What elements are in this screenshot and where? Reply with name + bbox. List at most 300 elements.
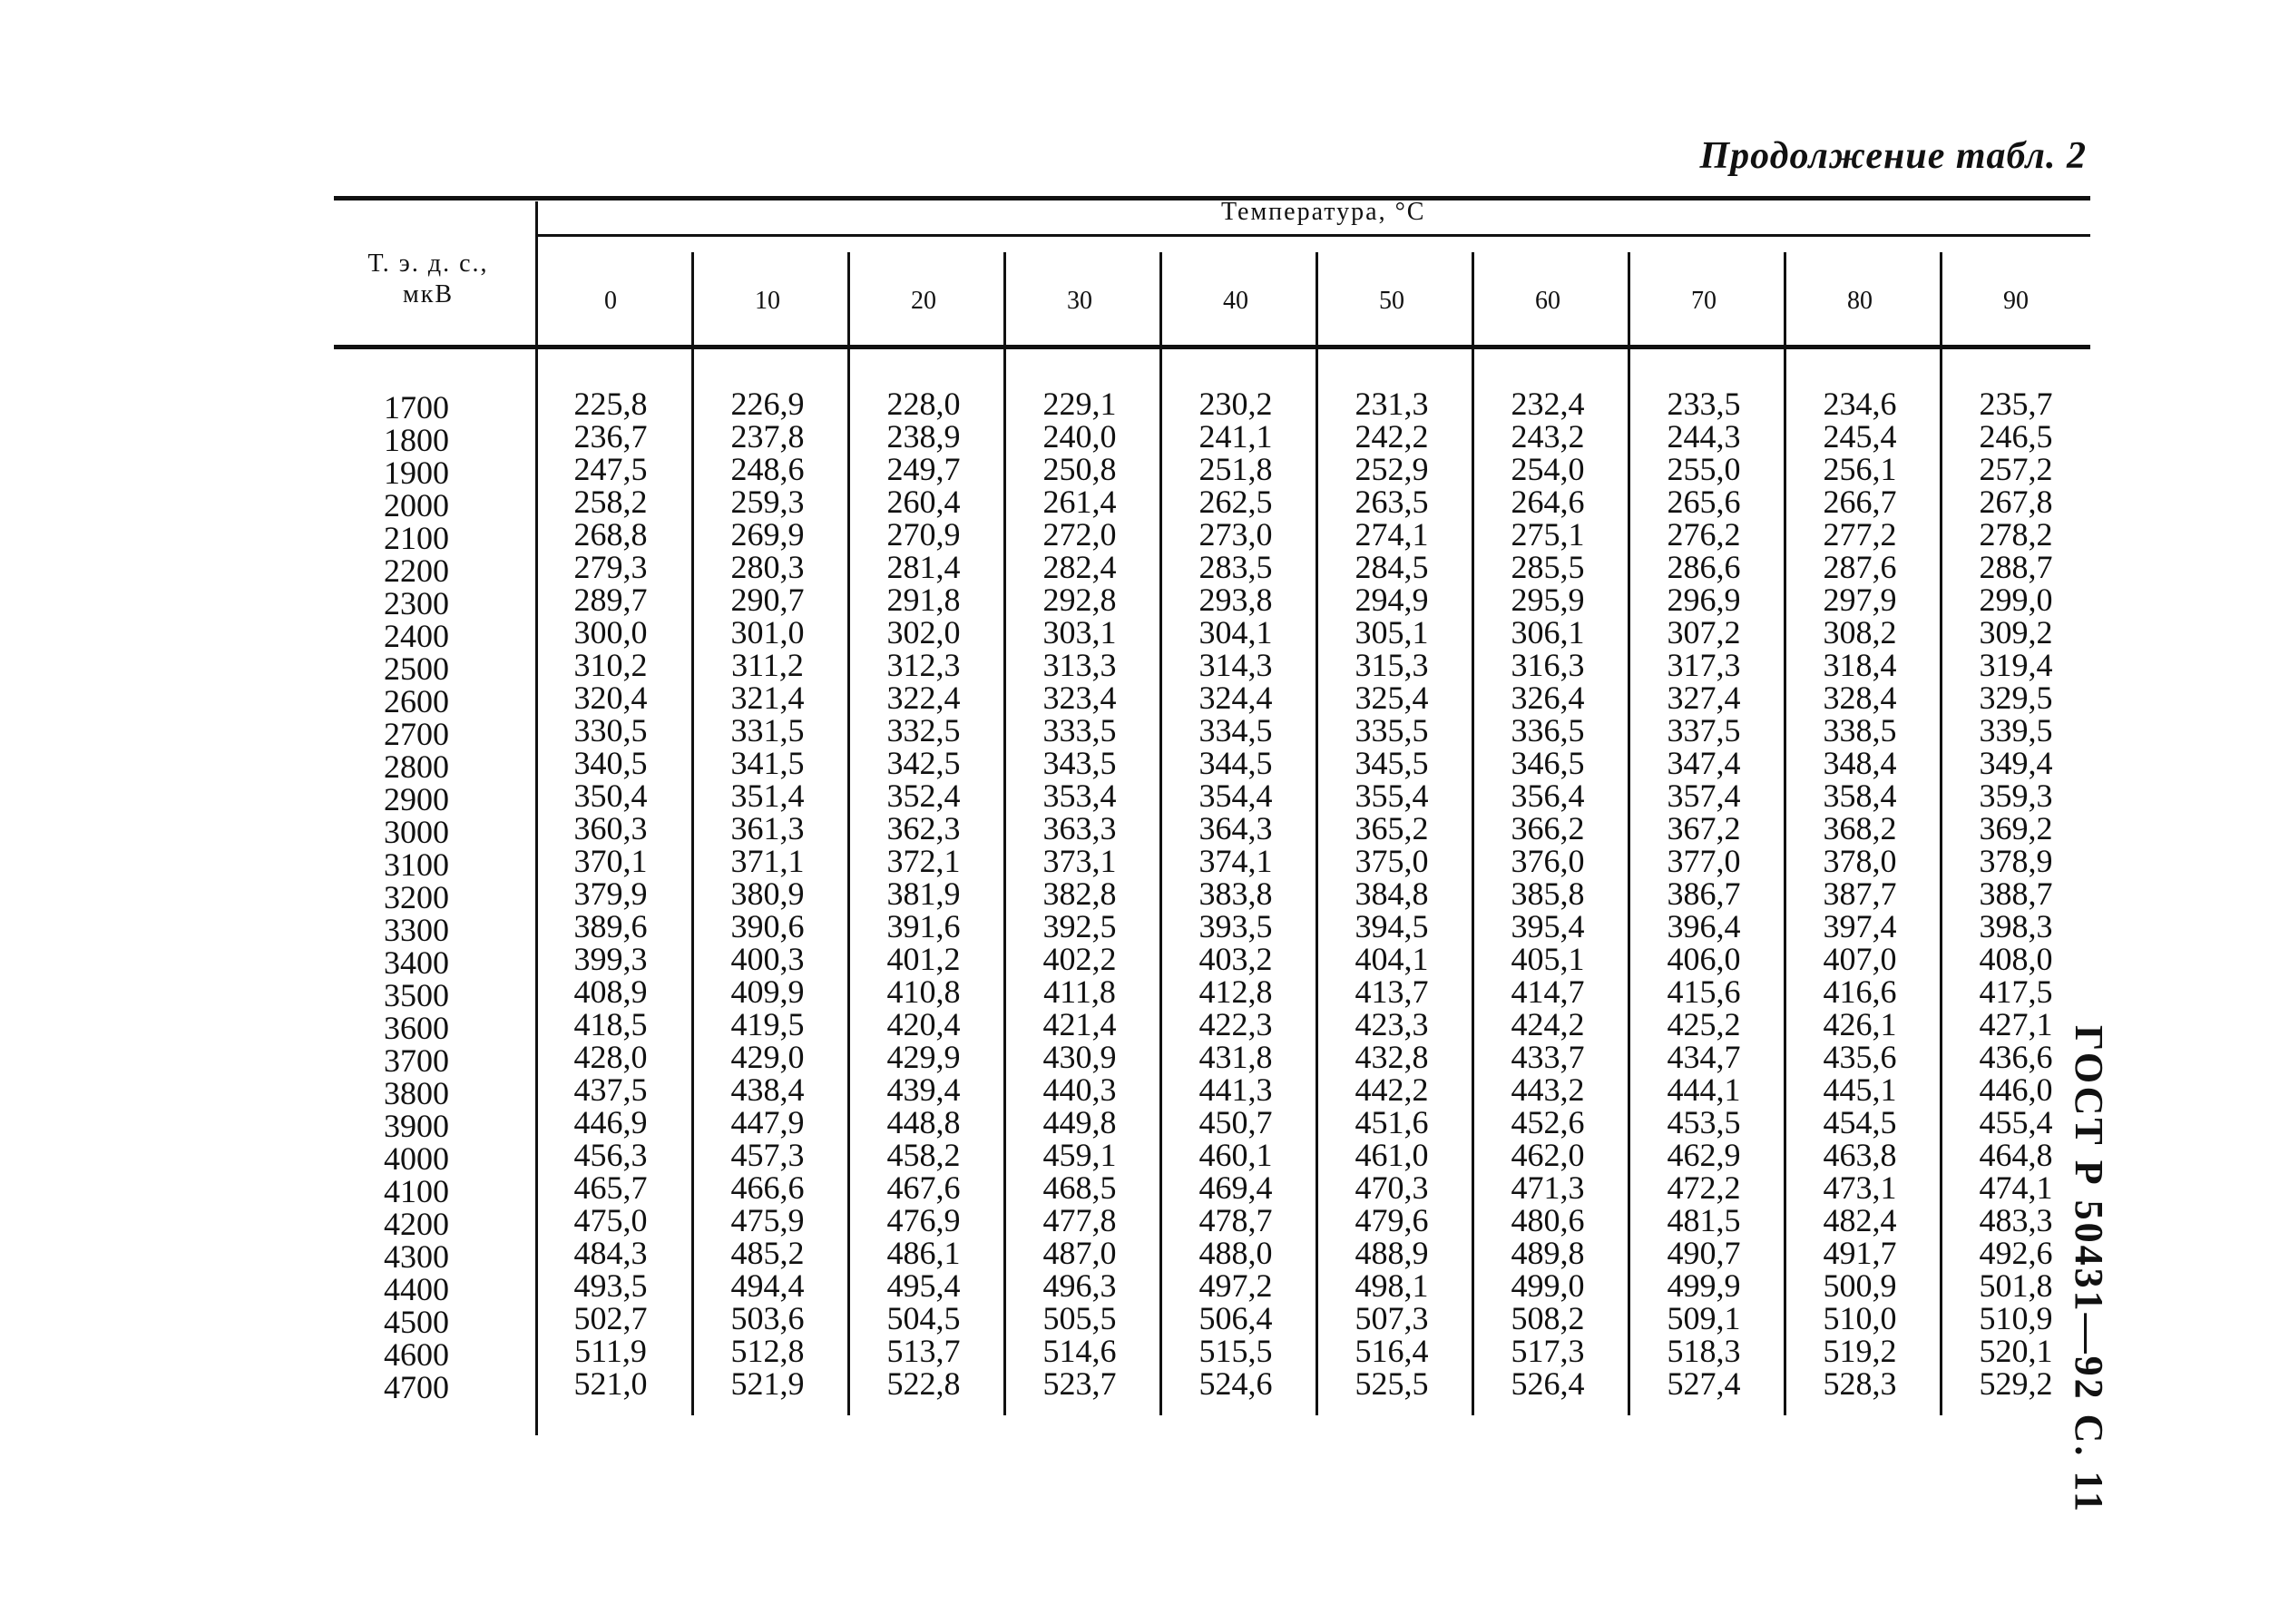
- temperature-cell: 256,1: [1823, 451, 1897, 487]
- temperature-cell: 329,5: [1979, 680, 2053, 716]
- temperature-cell: 460,1: [1198, 1137, 1273, 1173]
- temperature-cell: 353,4: [1042, 778, 1117, 814]
- temperature-cell: 330,5: [573, 712, 648, 748]
- temperature-cell: 242,2: [1355, 418, 1429, 455]
- column-divider: [1159, 252, 1162, 1415]
- temperature-cell: 255,0: [1667, 451, 1741, 487]
- temperature-cell: 290,7: [730, 582, 805, 618]
- temperature-cell: 475,0: [573, 1202, 648, 1238]
- temperature-cell: 504,5: [886, 1300, 961, 1336]
- temperature-cell: 432,8: [1355, 1039, 1429, 1075]
- temperature-cell: 411,8: [1043, 973, 1116, 1010]
- temperature-cell: 244,3: [1667, 418, 1741, 455]
- temperature-cell: 346,5: [1511, 745, 1585, 781]
- temperature-cell: 416,6: [1823, 973, 1897, 1010]
- column-divider: [847, 252, 850, 1415]
- temperature-cell: 266,7: [1823, 484, 1897, 520]
- temperature-cell: 296,9: [1667, 582, 1741, 618]
- temperature-cell: 521,0: [573, 1365, 648, 1402]
- temperature-cell: 328,4: [1823, 680, 1897, 716]
- column-divider: [1628, 252, 1630, 1415]
- temperature-cell: 468,5: [1042, 1169, 1117, 1206]
- temperature-cell: 455,4: [1979, 1104, 2053, 1140]
- temperature-cell: 450,7: [1198, 1104, 1273, 1140]
- column-header: 40: [1223, 287, 1248, 315]
- column-divider: [1316, 252, 1318, 1415]
- temperature-cell: 371,1: [730, 843, 805, 879]
- temperature-cell: 399,3: [573, 941, 648, 977]
- emf-row-label: 2900: [384, 781, 449, 817]
- temperature-cell: 389,6: [573, 908, 648, 944]
- temperature-cell: 247,5: [573, 451, 648, 487]
- temperature-cell: 351,4: [730, 778, 805, 814]
- temperature-cell: 461,0: [1355, 1137, 1429, 1173]
- temperature-cell: 302,0: [886, 614, 961, 651]
- temperature-cell: 352,4: [886, 778, 961, 814]
- temperature-cell: 285,5: [1511, 549, 1585, 585]
- temperature-cell: 406,0: [1667, 941, 1741, 977]
- temperature-cell: 510,9: [1979, 1300, 2053, 1336]
- temperature-cell: 312,3: [886, 647, 961, 683]
- temperature-cell: 414,7: [1511, 973, 1585, 1010]
- temperature-cell: 314,3: [1198, 647, 1273, 683]
- temperature-cell: 509,1: [1667, 1300, 1741, 1336]
- temperature-cell: 419,5: [730, 1006, 805, 1042]
- temperature-cell: 430,9: [1042, 1039, 1117, 1075]
- column-divider: [691, 252, 694, 1415]
- temperature-cell: 475,9: [730, 1202, 805, 1238]
- temperature-cell: 367,2: [1667, 810, 1741, 846]
- temperature-cell: 226,9: [730, 386, 805, 422]
- temperature-cell: 481,5: [1667, 1202, 1741, 1238]
- temperature-cell: 323,4: [1042, 680, 1117, 716]
- column-divider: [1003, 252, 1006, 1415]
- temperature-cell: 287,6: [1823, 549, 1897, 585]
- temperature-cell: 396,4: [1667, 908, 1741, 944]
- temperature-cell: 301,0: [730, 614, 805, 651]
- temperature-cell: 407,0: [1823, 941, 1897, 977]
- temperature-cell: 288,7: [1979, 549, 2053, 585]
- temperature-cell: 485,2: [730, 1235, 805, 1271]
- temperature-cell: 379,9: [573, 876, 648, 912]
- temperature-cell: 307,2: [1667, 614, 1741, 651]
- temperature-cell: 410,8: [886, 973, 961, 1010]
- temperature-cell: 342,5: [886, 745, 961, 781]
- temperature-cell: 487,0: [1042, 1235, 1117, 1271]
- temperature-cell: 458,2: [886, 1137, 961, 1173]
- emf-row-label: 3600: [384, 1010, 449, 1046]
- temperature-cell: 321,4: [730, 680, 805, 716]
- temperature-cell: 264,6: [1511, 484, 1585, 520]
- temperature-cell: 437,5: [573, 1071, 648, 1108]
- temperature-cell: 282,4: [1042, 549, 1117, 585]
- temperature-cell: 341,5: [730, 745, 805, 781]
- temperature-cell: 304,1: [1198, 614, 1273, 651]
- temperature-cell: 229,1: [1042, 386, 1117, 422]
- temperature-cell: 446,0: [1979, 1071, 2053, 1108]
- temperature-cell: 402,2: [1042, 941, 1117, 977]
- temperature-cell: 440,3: [1042, 1071, 1117, 1108]
- temperature-cell: 471,3: [1511, 1169, 1585, 1206]
- temperature-cell: 431,8: [1198, 1039, 1273, 1075]
- temperature-cell: 388,7: [1979, 876, 2053, 912]
- temperature-cell: 372,1: [886, 843, 961, 879]
- temperature-cell: 334,5: [1198, 712, 1273, 748]
- column-header: 90: [2003, 287, 2029, 315]
- temperature-cell: 409,9: [730, 973, 805, 1010]
- temperature-cell: 490,7: [1667, 1235, 1741, 1271]
- temperature-cell: 426,1: [1823, 1006, 1897, 1042]
- emf-row-label: 2000: [384, 487, 449, 523]
- temperature-cell: 233,5: [1667, 386, 1741, 422]
- temperature-cell: 517,3: [1511, 1333, 1585, 1369]
- temperature-cell: 429,0: [730, 1039, 805, 1075]
- temperature-cell: 366,2: [1511, 810, 1585, 846]
- temperature-cell: 466,6: [730, 1169, 805, 1206]
- temperature-cell: 512,8: [730, 1333, 805, 1369]
- temperature-cell: 294,9: [1355, 582, 1429, 618]
- temperature-cell: 225,8: [573, 386, 648, 422]
- temperature-cell: 514,6: [1042, 1333, 1117, 1369]
- temperature-cell: 306,1: [1511, 614, 1585, 651]
- temperature-cell: 470,3: [1355, 1169, 1429, 1206]
- temperature-cell: 270,9: [886, 516, 961, 553]
- temperature-cell: 336,5: [1511, 712, 1585, 748]
- temperature-cell: 390,6: [730, 908, 805, 944]
- temperature-cell: 448,8: [886, 1104, 961, 1140]
- temperature-cell: 443,2: [1511, 1071, 1585, 1108]
- emf-row-label: 3200: [384, 879, 449, 915]
- temperature-cell: 245,4: [1823, 418, 1897, 455]
- temperature-header-rule: [535, 234, 2090, 237]
- emf-row-label: 4700: [384, 1369, 449, 1405]
- temperature-cell: 413,7: [1355, 973, 1429, 1010]
- temperature-cell: 279,3: [573, 549, 648, 585]
- temperature-cell: 241,1: [1198, 418, 1273, 455]
- temperature-cell: 378,9: [1979, 843, 2053, 879]
- column-divider: [1940, 252, 1942, 1415]
- temperature-cell: 272,0: [1042, 516, 1117, 553]
- temperature-cell: 527,4: [1667, 1365, 1741, 1402]
- temperature-cell: 449,8: [1042, 1104, 1117, 1140]
- temperature-cell: 357,4: [1667, 778, 1741, 814]
- temperature-cell: 237,8: [730, 418, 805, 455]
- temperature-cell: 319,4: [1979, 647, 2053, 683]
- temperature-cell: 444,1: [1667, 1071, 1741, 1108]
- temperature-cell: 310,2: [573, 647, 648, 683]
- temperature-cell: 240,0: [1042, 418, 1117, 455]
- temperature-cell: 305,1: [1355, 614, 1429, 651]
- temperature-cell: 529,2: [1979, 1365, 2053, 1402]
- temperature-cell: 248,6: [730, 451, 805, 487]
- temperature-cell: 503,6: [730, 1300, 805, 1336]
- temperature-cell: 398,3: [1979, 908, 2053, 944]
- header-bottom-rule: [334, 345, 2090, 349]
- temperature-cell: 477,8: [1042, 1202, 1117, 1238]
- temperature-cell: 491,7: [1823, 1235, 1897, 1271]
- temperature-cell: 384,8: [1355, 876, 1429, 912]
- emf-row-label: 4300: [384, 1238, 449, 1275]
- temperature-cell: 462,9: [1667, 1137, 1741, 1173]
- temperature-cell: 257,2: [1979, 451, 2053, 487]
- temperature-cell: 480,6: [1511, 1202, 1585, 1238]
- temperature-cell: 291,8: [886, 582, 961, 618]
- temperature-cell: 258,2: [573, 484, 648, 520]
- temperature-cell: 261,4: [1042, 484, 1117, 520]
- temperature-cell: 428,0: [573, 1039, 648, 1075]
- temperature-cell: 494,4: [730, 1267, 805, 1304]
- temperature-cell: 281,4: [886, 549, 961, 585]
- table-top-rule: [334, 196, 2090, 201]
- temperature-cell: 232,4: [1511, 386, 1585, 422]
- temperature-cell: 349,4: [1979, 745, 2053, 781]
- temperature-cell: 361,3: [730, 810, 805, 846]
- temperature-cell: 459,1: [1042, 1137, 1117, 1173]
- emf-row-label: 2600: [384, 683, 449, 719]
- temperature-cell: 425,2: [1667, 1006, 1741, 1042]
- temperature-cell: 308,2: [1823, 614, 1897, 651]
- temperature-cell: 345,5: [1355, 745, 1429, 781]
- temperature-cell: 420,4: [886, 1006, 961, 1042]
- temperature-cell: 515,5: [1198, 1333, 1273, 1369]
- temperature-cell: 501,8: [1979, 1267, 2053, 1304]
- temperature-cell: 507,3: [1355, 1300, 1429, 1336]
- temperature-cell: 277,2: [1823, 516, 1897, 553]
- standard-page-label: ГОСТ Р 50431—92 С. 11: [2067, 1025, 2111, 1515]
- temperature-cell: 377,0: [1667, 843, 1741, 879]
- temperature-cell: 489,8: [1511, 1235, 1585, 1271]
- emf-row-label: 4400: [384, 1271, 449, 1307]
- temperature-cell: 228,0: [886, 386, 961, 422]
- emf-row-label: 3000: [384, 814, 449, 850]
- temperature-cell: 231,3: [1355, 386, 1429, 422]
- temperature-cell: 385,8: [1511, 876, 1585, 912]
- temperature-cell: 252,9: [1355, 451, 1429, 487]
- temperature-cell: 295,9: [1511, 582, 1585, 618]
- temperature-cell: 446,9: [573, 1104, 648, 1140]
- column-header: 60: [1535, 287, 1560, 315]
- emf-row-label: 2200: [384, 553, 449, 589]
- temperature-cell: 434,7: [1667, 1039, 1741, 1075]
- temperature-cell: 521,9: [730, 1365, 805, 1402]
- temperature-cell: 338,5: [1823, 712, 1897, 748]
- temperature-cell: 439,4: [886, 1071, 961, 1108]
- temperature-cell: 356,4: [1511, 778, 1585, 814]
- temperature-cell: 260,4: [886, 484, 961, 520]
- temperature-cell: 482,4: [1823, 1202, 1897, 1238]
- temperature-cell: 393,5: [1198, 908, 1273, 944]
- temperature-cell: 360,3: [573, 810, 648, 846]
- column-header: 20: [911, 287, 936, 315]
- temperature-cell: 250,8: [1042, 451, 1117, 487]
- temperature-cell: 415,6: [1667, 973, 1741, 1010]
- temperature-cell: 249,7: [886, 451, 961, 487]
- temperature-cell: 382,8: [1042, 876, 1117, 912]
- temperature-cell: 259,3: [730, 484, 805, 520]
- temperature-cell: 405,1: [1511, 941, 1585, 977]
- temperature-cell: 423,3: [1355, 1006, 1429, 1042]
- temperature-cell: 452,6: [1511, 1104, 1585, 1140]
- temperature-cell: 276,2: [1667, 516, 1741, 553]
- temperature-cell: 479,6: [1355, 1202, 1429, 1238]
- column-header: 70: [1691, 287, 1717, 315]
- temperature-cell: 464,8: [1979, 1137, 2053, 1173]
- temperature-cell: 498,1: [1355, 1267, 1429, 1304]
- temperature-cell: 300,0: [573, 614, 648, 651]
- temperature-cell: 267,8: [1979, 484, 2053, 520]
- temperature-cell: 365,2: [1355, 810, 1429, 846]
- temperature-cell: 235,7: [1979, 386, 2053, 422]
- temperature-cell: 436,6: [1979, 1039, 2053, 1075]
- temperature-cell: 263,5: [1355, 484, 1429, 520]
- temperature-cell: 269,9: [730, 516, 805, 553]
- temperature-cell: 275,1: [1511, 516, 1585, 553]
- temperature-cell: 362,3: [886, 810, 961, 846]
- temperature-cell: 337,5: [1667, 712, 1741, 748]
- temperature-cell: 395,4: [1511, 908, 1585, 944]
- emf-row-label: 1800: [384, 422, 449, 458]
- emf-row-label: 4600: [384, 1336, 449, 1373]
- emf-row-label: 4500: [384, 1304, 449, 1340]
- temperature-cell: 404,1: [1355, 941, 1429, 977]
- temperature-cell: 400,3: [730, 941, 805, 977]
- temperature-cell: 348,4: [1823, 745, 1897, 781]
- temperature-cell: 254,0: [1511, 451, 1585, 487]
- temperature-cell: 363,3: [1042, 810, 1117, 846]
- emf-row-label: 2800: [384, 748, 449, 785]
- temperature-cell: 526,4: [1511, 1365, 1585, 1402]
- temperature-cell: 343,5: [1042, 745, 1117, 781]
- temperature-cell: 278,2: [1979, 516, 2053, 553]
- temperature-cell: 401,2: [886, 941, 961, 977]
- temperature-cell: 299,0: [1979, 582, 2053, 618]
- temperature-cell: 508,2: [1511, 1300, 1585, 1336]
- emf-row-label: 3900: [384, 1108, 449, 1144]
- emf-row-label: 4200: [384, 1206, 449, 1242]
- temperature-cell: 488,0: [1198, 1235, 1273, 1271]
- temperature-cell: 265,6: [1667, 484, 1741, 520]
- temperature-cell: 315,3: [1355, 647, 1429, 683]
- temperature-cell: 463,8: [1823, 1137, 1897, 1173]
- temperature-cell: 280,3: [730, 549, 805, 585]
- emf-row-label: 2700: [384, 716, 449, 752]
- temperature-cell: 292,8: [1042, 582, 1117, 618]
- temperature-cell: 465,7: [573, 1169, 648, 1206]
- temperature-cell: 421,4: [1042, 1006, 1117, 1042]
- temperature-cell: 325,4: [1355, 680, 1429, 716]
- emf-row-label: 2400: [384, 618, 449, 654]
- temperature-cell: 499,9: [1667, 1267, 1741, 1304]
- temperature-cell: 311,2: [731, 647, 804, 683]
- temperature-cell: 456,3: [573, 1137, 648, 1173]
- emf-row-label: 1700: [384, 389, 449, 426]
- temperature-cell: 408,0: [1979, 941, 2053, 977]
- temperature-cell: 486,1: [886, 1235, 961, 1271]
- temperature-cell: 359,3: [1979, 778, 2053, 814]
- temperature-cell: 457,3: [730, 1137, 805, 1173]
- emf-row-label: 3100: [384, 846, 449, 883]
- temperature-cell: 500,9: [1823, 1267, 1897, 1304]
- temperature-cell: 520,1: [1979, 1333, 2053, 1369]
- temperature-cell: 510,0: [1823, 1300, 1897, 1336]
- temperature-cell: 284,5: [1355, 549, 1429, 585]
- temperature-cell: 445,1: [1823, 1071, 1897, 1108]
- temperature-cell: 333,5: [1042, 712, 1117, 748]
- emf-row-label: 3400: [384, 944, 449, 981]
- temperature-cell: 370,1: [573, 843, 648, 879]
- column-divider: [535, 201, 538, 1435]
- temperature-cell: 516,4: [1355, 1333, 1429, 1369]
- column-header: 0: [604, 287, 617, 315]
- temperature-cell: 355,4: [1355, 778, 1429, 814]
- temperature-cell: 408,9: [573, 973, 648, 1010]
- temperature-cell: 478,7: [1198, 1202, 1273, 1238]
- temperature-cell: 387,7: [1823, 876, 1897, 912]
- temperature-cell: 391,6: [886, 908, 961, 944]
- emf-row-label: 2500: [384, 651, 449, 687]
- column-divider: [1784, 252, 1786, 1415]
- temperature-cell: 523,7: [1042, 1365, 1117, 1402]
- temperature-cell: 418,5: [573, 1006, 648, 1042]
- temperature-cell: 499,0: [1511, 1267, 1585, 1304]
- temperature-cell: 397,4: [1823, 908, 1897, 944]
- temperature-cell: 492,6: [1979, 1235, 2053, 1271]
- temperature-cell: 462,0: [1511, 1137, 1585, 1173]
- column-divider: [1472, 252, 1474, 1415]
- temperature-cell: 380,9: [730, 876, 805, 912]
- temperature-cell: 297,9: [1823, 582, 1897, 618]
- temperature-cell: 424,2: [1511, 1006, 1585, 1042]
- temperature-cell: 236,7: [573, 418, 648, 455]
- temperature-cell: 488,9: [1355, 1235, 1429, 1271]
- temperature-cell: 495,4: [886, 1267, 961, 1304]
- temperature-cell: 383,8: [1198, 876, 1273, 912]
- emf-header: Т. э. д. с., мкВ: [367, 249, 489, 308]
- temperature-cell: 484,3: [573, 1235, 648, 1271]
- temperature-cell: 474,1: [1979, 1169, 2053, 1206]
- temperature-cell: 230,2: [1198, 386, 1273, 422]
- temperature-cell: 483,3: [1979, 1202, 2053, 1238]
- temperature-cell: 417,5: [1979, 973, 2053, 1010]
- temperature-cell: 339,5: [1979, 712, 2053, 748]
- emf-row-label: 3800: [384, 1075, 449, 1111]
- temperature-cell: 238,9: [886, 418, 961, 455]
- emf-row-label: 3300: [384, 912, 449, 948]
- temperature-cell: 433,7: [1511, 1039, 1585, 1075]
- temperature-cell: 332,5: [886, 712, 961, 748]
- temperature-cell: 438,4: [730, 1071, 805, 1108]
- column-header: 50: [1379, 287, 1404, 315]
- temperature-cell: 354,4: [1198, 778, 1273, 814]
- temperature-cell: 502,7: [573, 1300, 648, 1336]
- temperature-cell: 358,4: [1823, 778, 1897, 814]
- temperature-cell: 369,2: [1979, 810, 2053, 846]
- temperature-cell: 403,2: [1198, 941, 1273, 977]
- temperature-cell: 313,3: [1042, 647, 1117, 683]
- temperature-cell: 497,2: [1198, 1267, 1273, 1304]
- temperature-cell: 262,5: [1198, 484, 1273, 520]
- emf-row-label: 4100: [384, 1173, 449, 1209]
- temperature-cell: 386,7: [1667, 876, 1741, 912]
- temperature-cell: 364,3: [1198, 810, 1273, 846]
- emf-row-label: 1900: [384, 455, 449, 491]
- temperature-cell: 451,6: [1355, 1104, 1429, 1140]
- temperature-cell: 273,0: [1198, 516, 1273, 553]
- temperature-cell: 522,8: [886, 1365, 961, 1402]
- temperature-cell: 472,2: [1667, 1169, 1741, 1206]
- temperature-cell: 251,8: [1198, 451, 1273, 487]
- temperature-cell: 447,9: [730, 1104, 805, 1140]
